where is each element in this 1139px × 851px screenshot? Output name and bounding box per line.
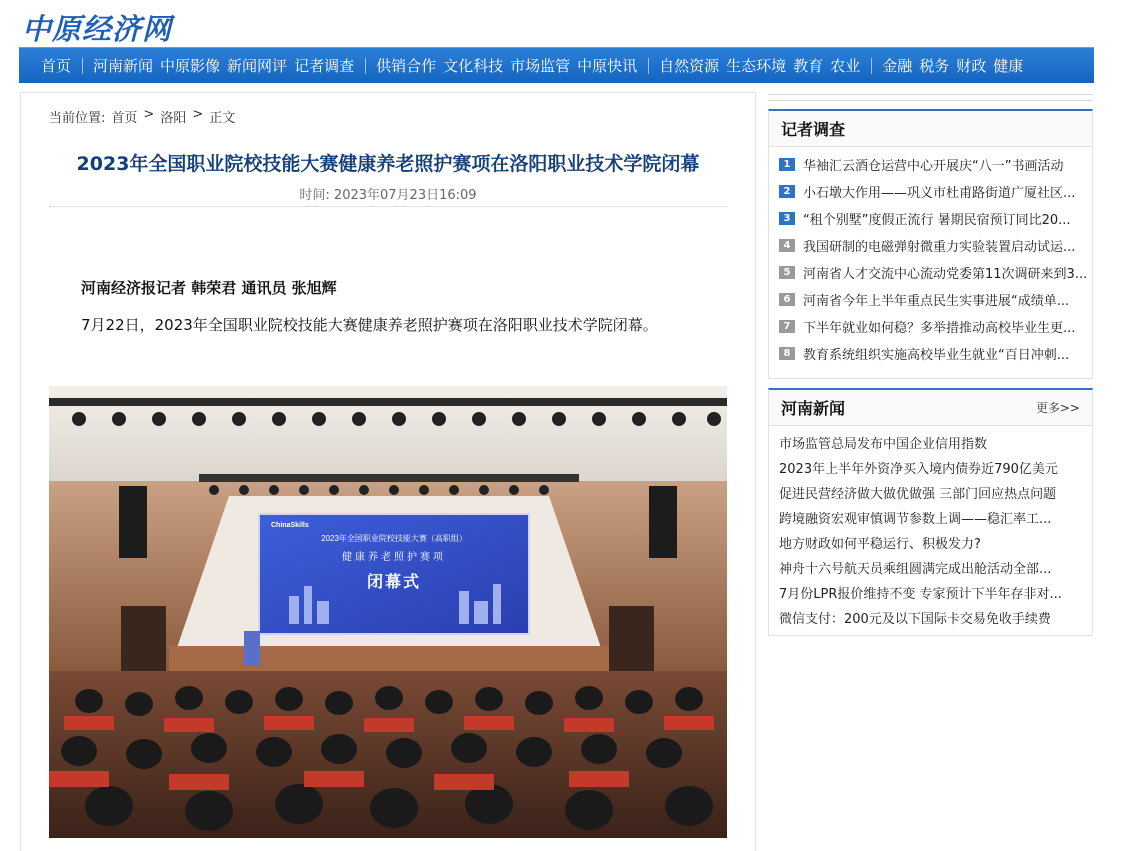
list-item[interactable]: [769, 178, 1092, 205]
rank-badge: 3: [779, 212, 795, 225]
screen-text: [261, 516, 527, 632]
item-title[interactable]: 下半年就业如何稳？多举措推动高校毕业生更...: [803, 321, 1076, 336]
item-title[interactable]: 我国研制的电磁弹射微重力实验装置启动试运...: [803, 240, 1076, 255]
screen-brand: ChinaSkills: [271, 522, 309, 529]
list-item[interactable]: [769, 480, 1092, 505]
list-item[interactable]: [769, 530, 1092, 555]
news-title[interactable]: 促进民营经济做大做优做强 三部门回应热点问题: [779, 487, 1057, 502]
list-item[interactable]: [769, 340, 1092, 367]
article-title: 2023年全国职业院校技能大赛健康养老照护赛项在洛阳职业技术学院闭幕: [76, 153, 700, 175]
item-title[interactable]: 小石墩大作用——巩义市杜甫路街道广厦社区...: [803, 186, 1076, 201]
title-divider: [49, 206, 727, 207]
henan-news-box: [768, 388, 1093, 636]
nav-item-home[interactable]: 首页: [41, 57, 72, 75]
news-title[interactable]: 市场监管总局发布中国企业信用指数: [779, 437, 988, 452]
nav-divider: [82, 58, 83, 74]
news-title[interactable]: 微信支付：200元及以下国际卡交易免收手续费: [779, 612, 1051, 627]
nav-divider: [648, 58, 649, 74]
nav-item-ecology[interactable]: 生态环境: [726, 57, 787, 75]
nav-item-natural-resources[interactable]: 自然资源: [659, 57, 720, 75]
list-item[interactable]: [769, 205, 1092, 232]
nav-divider: [871, 58, 872, 74]
list-item[interactable]: [769, 286, 1092, 313]
nav-item-finance[interactable]: 金融: [882, 57, 913, 75]
reporter-investigation-box: [768, 109, 1093, 379]
sidebar-top-rule: [768, 100, 1093, 101]
nav-group-2: [93, 55, 361, 76]
breadcrumb-home[interactable]: 首页: [111, 111, 138, 126]
nav-divider: [365, 58, 366, 74]
nav-item-market-regulation[interactable]: 市场监管: [510, 57, 571, 75]
sidebar-top-rule: [768, 94, 1093, 95]
rank-badge: 7: [779, 320, 795, 333]
nav-item-health[interactable]: 健康: [993, 57, 1024, 75]
item-title[interactable]: 教育系统组织实施高校毕业生就业“百日冲刺...: [803, 348, 1070, 363]
nav-item-reporter-investigation[interactable]: 记者调查: [294, 57, 355, 75]
screen-line3: 闭幕式: [366, 574, 421, 591]
nav-item-supply-coop[interactable]: 供销合作: [376, 57, 437, 75]
article-lead: 7月22日，2023年全国职业院校技能大赛健康养老照护赛项在洛阳职业技术学院闭幕。: [81, 316, 658, 334]
nav-item-zhongyuan-express[interactable]: 中原快讯: [577, 57, 638, 75]
breadcrumb-luoyang[interactable]: 洛阳: [160, 111, 187, 126]
news-title[interactable]: 2023年上半年外资净买入境内债券近790亿美元: [779, 462, 1058, 477]
list-item[interactable]: [769, 259, 1092, 286]
rank-badge: 2: [779, 185, 795, 198]
screen-line1: 2023年全国职业院校技能大赛（高职组）: [321, 534, 467, 543]
nav-item-fiscal[interactable]: 财政: [956, 57, 987, 75]
more-link[interactable]: 更多>>: [1035, 401, 1080, 415]
rank-badge: 8: [779, 347, 795, 360]
news-title[interactable]: 7月份LPR报价维持不变 专家预计下半年存非对...: [779, 587, 1062, 602]
list-item[interactable]: [769, 313, 1092, 340]
list-item[interactable]: [769, 555, 1092, 580]
item-title[interactable]: “租个别墅”度假正流行 暑期民宿预订同比20...: [803, 213, 1071, 228]
news-title[interactable]: 神舟十六号航天员乘组圆满完成出舱活动全部...: [779, 562, 1052, 577]
article-photo: [49, 386, 727, 838]
list-item[interactable]: [769, 605, 1092, 630]
screen-line2: 健康养老照护赛项: [342, 552, 446, 563]
breadcrumb-sep: >: [143, 107, 155, 122]
site-logo[interactable]: 中原经济网: [22, 11, 173, 46]
article-byline: 河南经济报记者 韩荣君 通讯员 张旭辉: [81, 279, 337, 297]
nav-item-henan-news[interactable]: 河南新闻: [93, 57, 154, 75]
rank-badge: 6: [779, 293, 795, 306]
breadcrumb-current: 正文: [209, 111, 236, 126]
nav-item-education[interactable]: 教育: [793, 57, 824, 75]
nav-group-1: [41, 55, 78, 76]
list-item[interactable]: [769, 580, 1092, 605]
article-time: 时间: 2023年07月23日16:09: [299, 188, 477, 203]
list-item[interactable]: [769, 455, 1092, 480]
section-title[interactable]: 河南新闻: [781, 399, 846, 418]
item-title[interactable]: 华袖汇云酒仓运营中心开展庆“八一”书画活动: [803, 159, 1064, 174]
main-nav: [19, 47, 1094, 83]
nav-group-3: [376, 55, 644, 76]
section-title[interactable]: 记者调查: [781, 120, 846, 139]
nav-item-culture-tech[interactable]: 文化科技: [443, 57, 504, 75]
item-title[interactable]: 河南省今年上半年重点民生实事进展“成绩单...: [803, 294, 1070, 309]
article-panel: [20, 92, 756, 851]
news-title[interactable]: 跨境融资宏观审慎调节参数上调——稳汇率工...: [779, 512, 1052, 527]
investigation-list: [769, 147, 1092, 367]
news-title[interactable]: 地方财政如何平稳运行、积极发力?: [779, 537, 981, 552]
list-item[interactable]: [769, 151, 1092, 178]
nav-item-news-comment[interactable]: 新闻网评: [227, 57, 288, 75]
rank-badge: 4: [779, 239, 795, 252]
nav-item-zhongyuan-image[interactable]: 中原影像: [160, 57, 221, 75]
nav-group-5: [882, 55, 1030, 76]
nav-item-agriculture[interactable]: 农业: [830, 57, 861, 75]
list-item[interactable]: [769, 232, 1092, 259]
breadcrumb-sep: >: [192, 107, 204, 122]
breadcrumb-prefix: 当前位置:: [49, 111, 106, 126]
section-header: [769, 111, 1092, 147]
list-item[interactable]: [769, 430, 1092, 455]
breadcrumb: [49, 107, 235, 126]
list-item[interactable]: [769, 505, 1092, 530]
rank-badge: 1: [779, 158, 795, 171]
henan-news-list: [769, 426, 1092, 630]
nav-item-tax[interactable]: 税务: [919, 57, 950, 75]
section-header: [769, 390, 1092, 426]
nav-group-4: [659, 55, 867, 76]
item-title[interactable]: 河南省人才交流中心流动党委第11次调研来到3...: [803, 267, 1088, 282]
rank-badge: 5: [779, 266, 795, 279]
